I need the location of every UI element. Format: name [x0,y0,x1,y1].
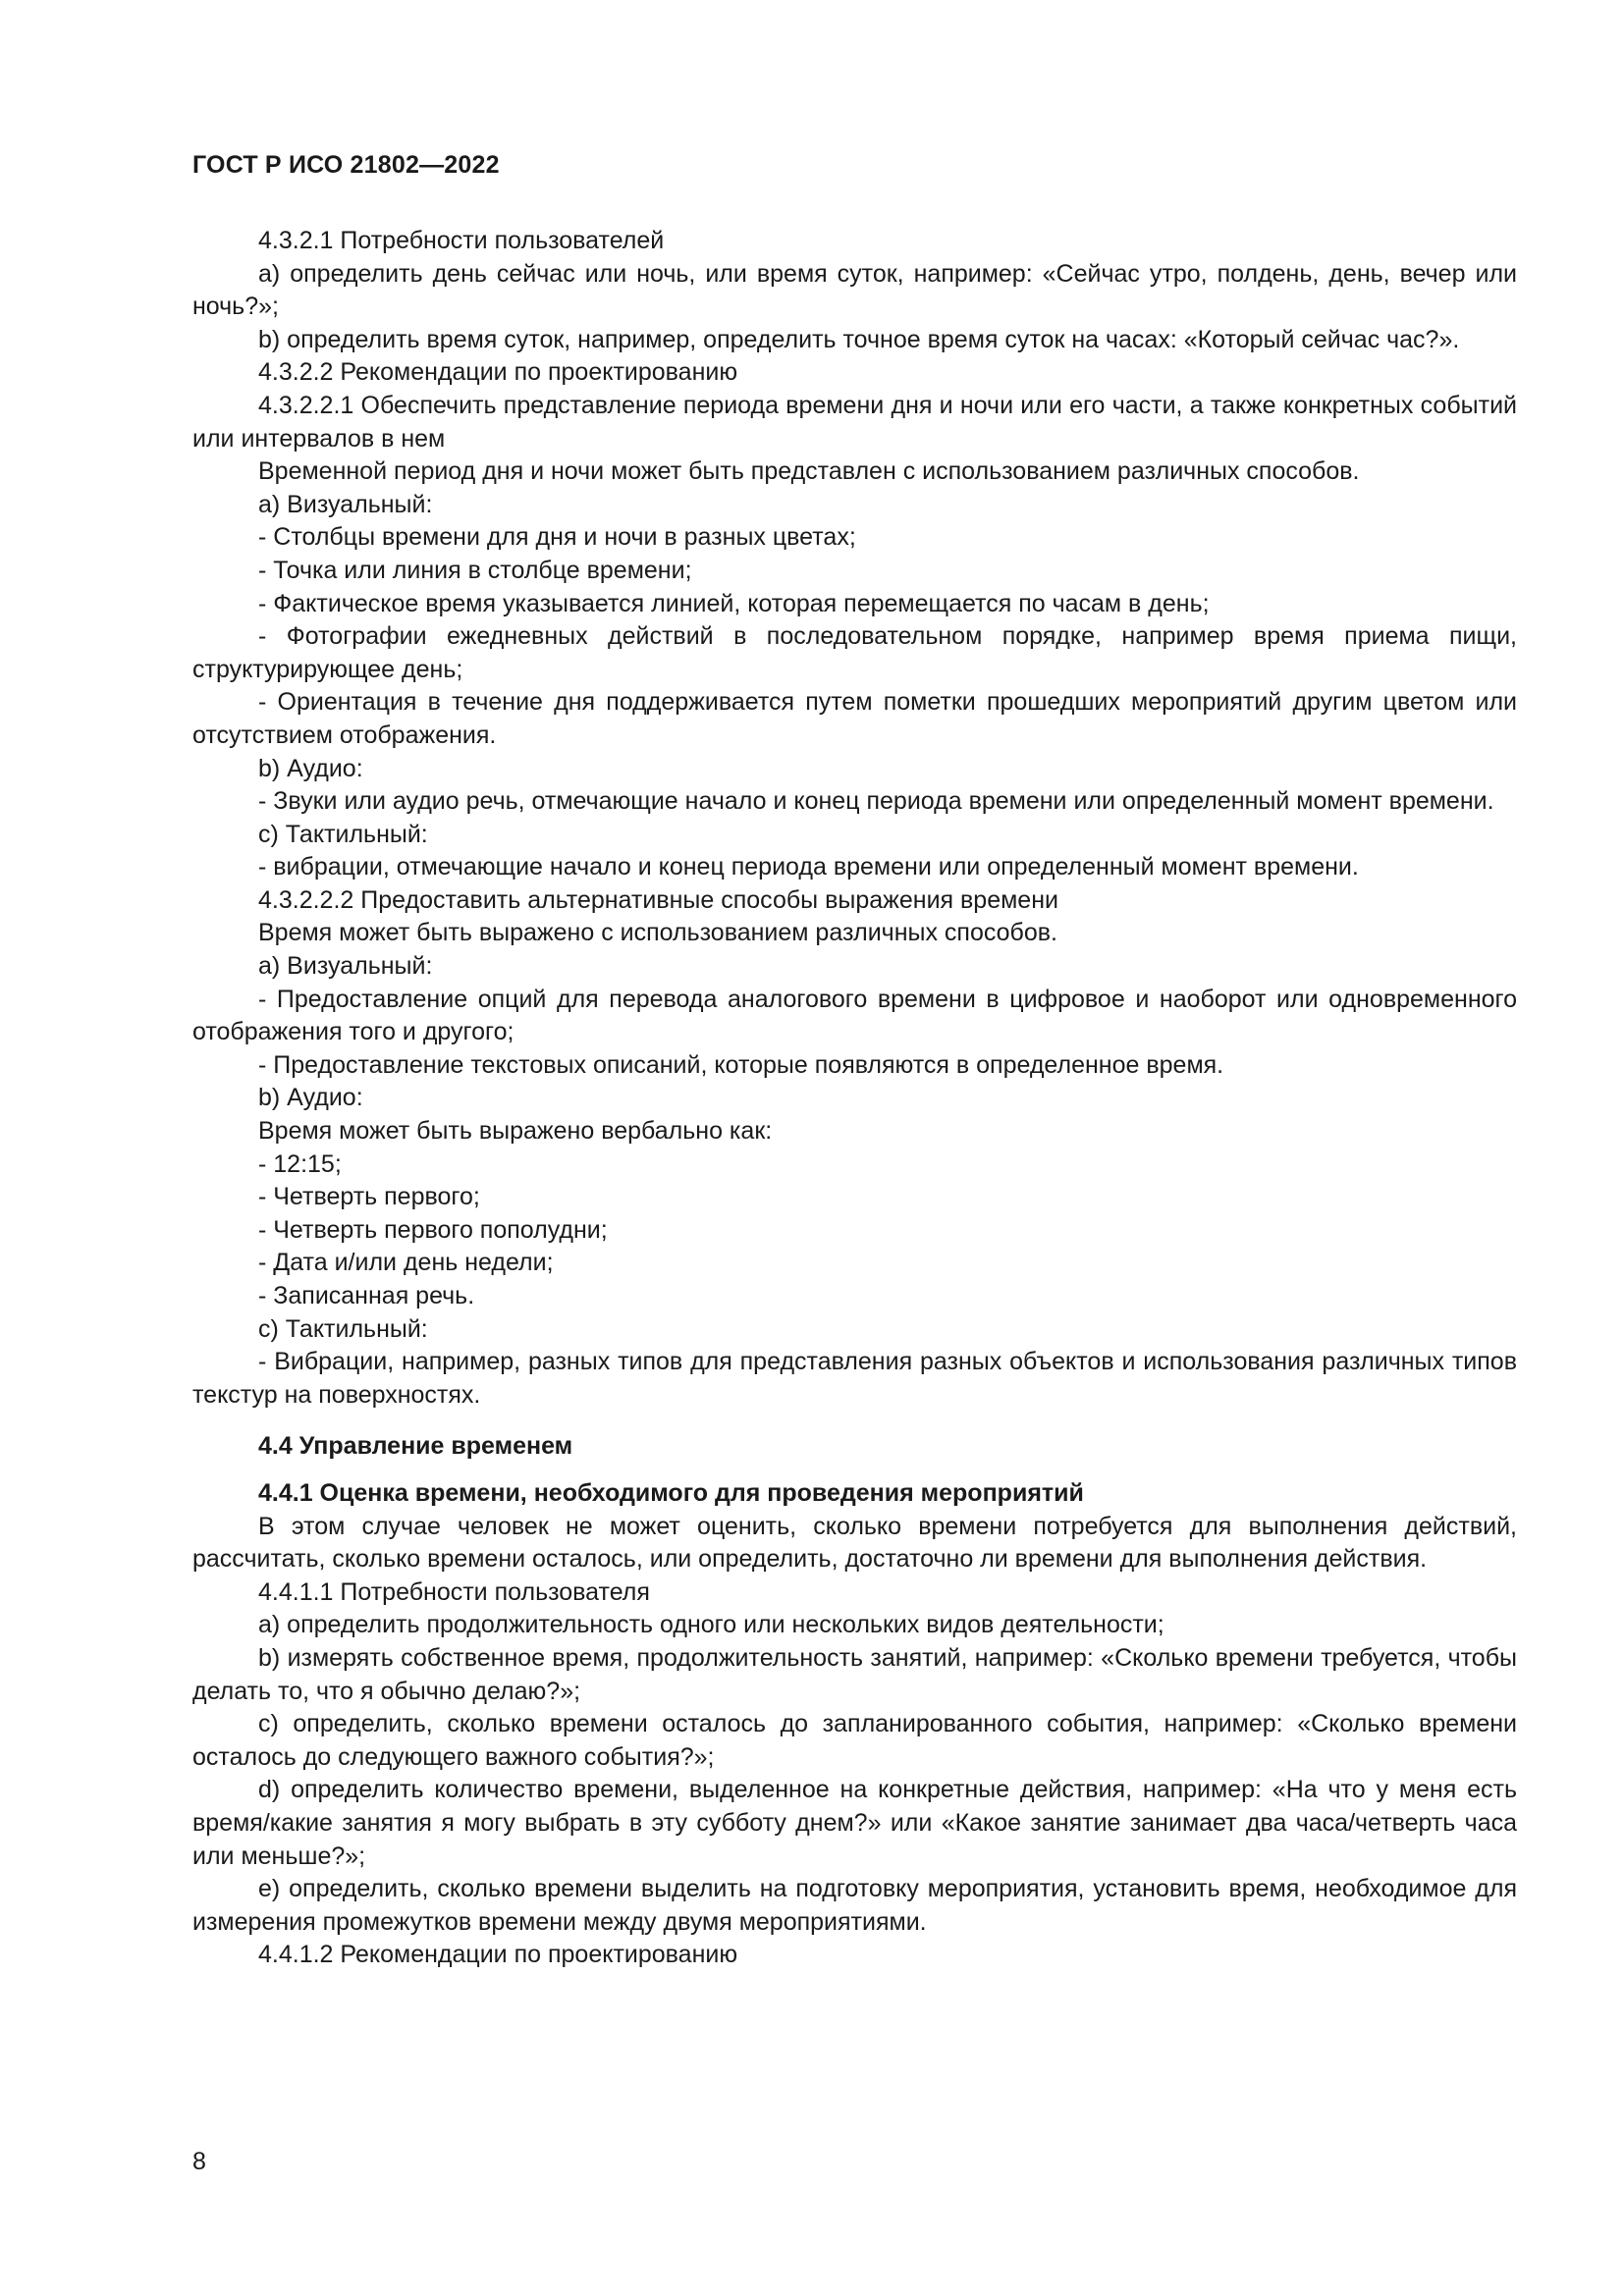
list-item: - Точка или линия в столбце времени; [258,556,692,584]
list-item: b) определить время суток, например, определить точное время суток на часах: «Который сейчас час?». [258,325,1460,353]
subsection-heading: 4.4.1.2 Рекомендации по проектированию [258,1941,738,1969]
list-item: - Звуки или аудио речь, отмечающие начало и конец периода времени или определенный момент времени. [258,787,1494,816]
list-item: - Столбцы времени для дня и ночи в разных цветах; [258,523,856,552]
list-item: b) Аудио: [258,1084,363,1112]
list-item: - 12:15; [258,1149,342,1178]
subsection-heading: 4.3.2.2 Рекомендации по проектированию [258,358,738,387]
list-item: c) определить, сколько времени осталось до запланированного события, например: «Сколько времени осталось до следующего важного события?»; [192,1710,1517,1771]
list-item: b) измерять собственное время, продолжительность занятий, например: «Сколько времени требуется, чтобы делать то, что я обычно делаю?»; [192,1643,1517,1705]
body-paragraph: Время может быть выражено с использованием различных способов. [258,919,1058,947]
list-item: - Четверть первого; [258,1183,480,1211]
subsection-heading: 4.3.2.2.1 Обеспечить представление периода времени дня и ночи или его части, а также конкретных событий или интервалов в нем [192,391,1517,453]
list-item: - вибрации, отмечающие начало и конец периода времени или определенный момент времени. [258,853,1359,881]
list-item: - Предоставление опций для перевода аналогового времени в цифровое и наоборот или одновременного отображения того и другого; [192,985,1517,1046]
body-paragraph: Время может быть выражено вербально как: [258,1117,773,1146]
body-paragraph: Временной период дня и ночи может быть представлен с использованием различных способов. [258,457,1360,486]
list-item: a) Визуальный: [258,952,433,981]
list-item: - Фактическое время указывается линией, которая перемещается по часам в день; [258,589,1210,617]
list-item: - Предоставление текстовых описаний, которые появляются в определенное время. [258,1050,1224,1079]
subsection-heading: 4.3.2.1 Потребности пользователей [258,227,665,254]
list-item: - Четверть первого пополудни; [258,1215,608,1244]
page-number: 8 [192,2148,206,2175]
list-item: - Вибрации, например, разных типов для представления разных объектов и использования различных типов текстур на поверхностях. [192,1348,1517,1409]
body-paragraph: В этом случае человек не может оценить, сколько времени потребуется для выполнения действий, рассчитать, сколько времени осталось, или определить, достаточно ли времени для выполнения действия. [192,1512,1517,1574]
list-item: a) Визуальный: [258,490,433,518]
section-heading: 4.4 Управление временем [258,1432,573,1461]
list-item: e) определить, сколько времени выделить на подготовку мероприятия, установить время, необходимое для измерения промежутков времени между двумя мероприятиями. [192,1875,1517,1936]
list-item: - Фотографии ежедневных действий в последовательном порядке, например время приема пищи, структурирующее день; [192,622,1517,683]
subsection-heading: 4.4.1.1 Потребности пользователя [258,1577,650,1606]
list-item: - Записанная речь. [258,1282,475,1309]
list-item: c) Тактильный: [258,1314,428,1343]
document-body [192,225,1517,1972]
list-item: b) Аудио: [258,754,363,782]
list-item: d) определить количество времени, выделенное на конкретные действия, например: «На что у меня есть время/какие занятия я могу выбрать в эту субботу днем?» или «Какое занятие занимает два часа/четверть часа или меньше?»; [192,1776,1517,1870]
list-item: - Дата и/или день недели; [258,1249,554,1277]
list-item: - Ориентация в течение дня поддерживается путем пометки прошедших мероприятий другим цветом или отсутствием отображения. [192,688,1517,749]
subsection-heading: 4.4.1 Оценка времени, необходимого для проведения мероприятий [258,1478,1084,1507]
list-item: a) определить день сейчас или ночь, или время суток, например: «Сейчас утро, полдень, день, вечер или ночь?»; [192,259,1517,321]
document-header: ГОСТ Р ИСО 21802—2022 [192,151,500,179]
list-item: a) определить продолжительность одного или нескольких видов деятельности; [258,1611,1164,1639]
subsection-heading: 4.3.2.2.2 Предоставить альтернативные способы выражения времени [258,885,1058,914]
list-item: c) Тактильный: [258,820,428,848]
